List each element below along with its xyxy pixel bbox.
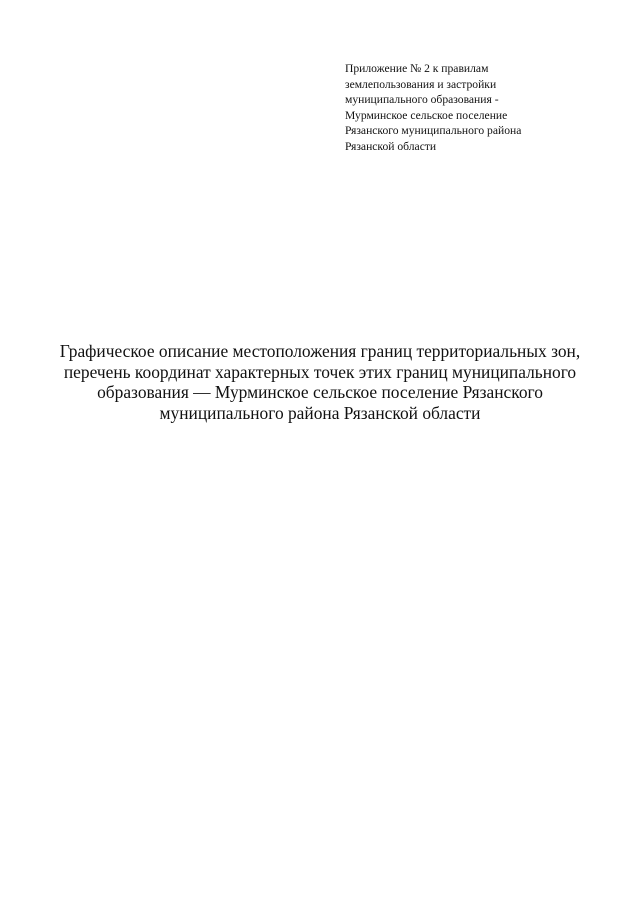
appendix-line: землепользования и застройки <box>345 77 497 91</box>
title-line: муниципального района Рязанской области <box>159 402 481 423</box>
title-line: Графическое описание местоположения границ территориальных зон, <box>59 341 581 361</box>
appendix-line: Рязанской области <box>345 139 437 153</box>
appendix-line: муниципального образования - <box>345 93 499 107</box>
appendix-line: Рязанского муниципального района <box>345 124 522 138</box>
document-title <box>40 341 600 423</box>
title-line: образования — Мурминское сельское поселение Рязанского <box>97 382 543 402</box>
title-line: перечень координат характерных точек этих границ муниципального <box>63 361 577 382</box>
appendix-line: Приложение № 2 к правилам <box>345 62 489 75</box>
appendix-line: Мурминское сельское поселение <box>345 108 508 122</box>
appendix-note <box>345 61 605 155</box>
